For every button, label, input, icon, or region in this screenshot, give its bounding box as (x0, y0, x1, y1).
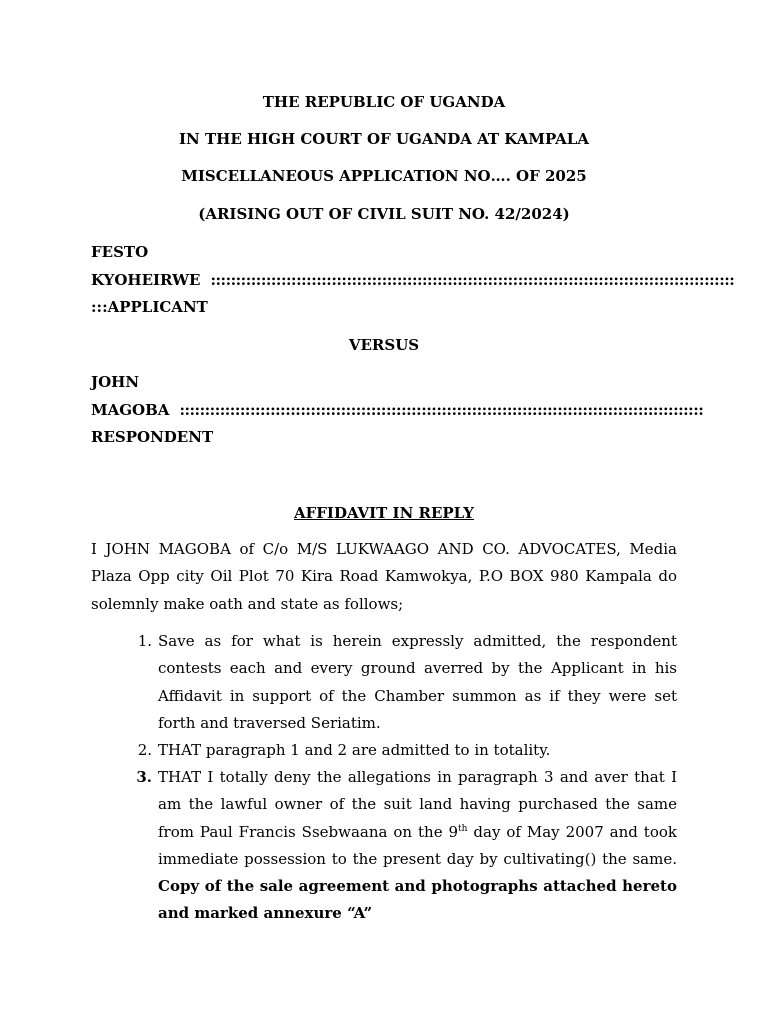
applicant-first-name: FESTO (91, 243, 149, 261)
header-republic: THE REPUBLIC OF UGANDA (262, 93, 506, 111)
list-item-text: THAT paragraph 1 and 2 are admitted to in totality. (158, 741, 551, 759)
respondent-last-name: MAGOBA (91, 401, 170, 419)
header-application-no: MISCELLANEOUS APPLICATION NO…. OF 2025 (181, 167, 587, 185)
list-item-number: 2. (137, 741, 152, 759)
annexure-note: Copy of the sale agreement and photographs attached hereto and marked annexure “A” (158, 877, 677, 923)
affidavit-intro: I JOHN MAGOBA of C/o M/S LUKWAAGO AND CO. ADVOCATES, Media Plaza Opp city Oil Plot 70 Kira Road Kamwokya, P.O BOX 980 Kampala do solemnly make oath and state as follows; (91, 540, 677, 613)
header-court: IN THE HIGH COURT OF UGANDA AT KAMPALA (179, 130, 589, 148)
respondent-dots: :::::::::::::::::::::::::::::::::::::::::::::::::::::::::::::::::::::::::::::::::::::::::::::::::::::::: (179, 401, 704, 419)
item-text-part-b: day of May 2007 and took immediate possession to the present day by cultivating() the same. (158, 822, 677, 868)
applicant-line (91, 270, 735, 290)
versus-label: VERSUS (348, 336, 420, 354)
list-item-number: 3. (136, 768, 152, 786)
applicant-dots: :::::::::::::::::::::::::::::::::::::::::::::::::::::::::::::::::::::::::::::::::::::::::::::::::::::::: (210, 271, 735, 289)
item-text-part-a: THAT I totally deny the allegations in paragraph 3 and aver that I am the lawful owner of the suit land having purchased the same from Paul Francis Ssebwaana on the 9 (158, 768, 677, 841)
list-item (130, 628, 677, 737)
ordinal-suffix: th (458, 823, 468, 834)
header-arising-out: (ARISING OUT OF CIVIL SUIT NO. 42/2024) (198, 205, 570, 223)
affidavit-title: AFFIDAVIT IN REPLY (294, 504, 474, 522)
respondent-line (91, 400, 704, 420)
list-item-text (158, 764, 677, 928)
applicant-last-name: KYOHEIRWE (91, 271, 201, 289)
applicant-role: :::APPLICANT (91, 298, 208, 316)
respondent-role: RESPONDENT (91, 428, 214, 446)
list-item-number: 1. (137, 632, 152, 650)
list-item-text: Save as for what is herein expressly admitted, the respondent contests each and every ground averred by the Applicant in his Affidavit in support of the Chamber summon as if they were set forth and traversed Seriatim. (158, 632, 677, 732)
list-item (130, 737, 677, 764)
respondent-first-name: JOHN (91, 373, 140, 391)
list-item (130, 764, 677, 928)
